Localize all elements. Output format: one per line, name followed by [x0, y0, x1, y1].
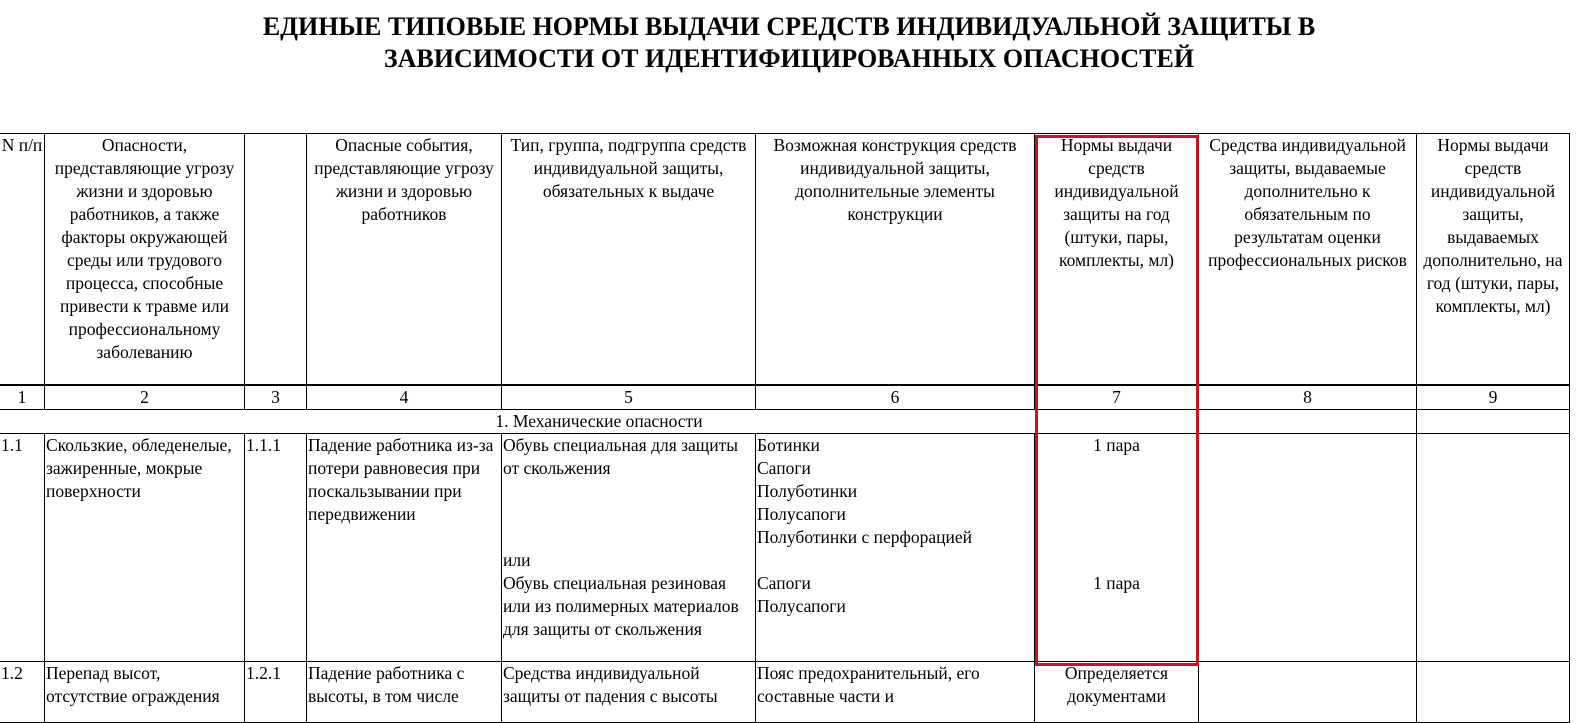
table-row: [0, 434, 1570, 662]
column-number: 7: [1035, 385, 1199, 410]
ppe-type-cell: Средства индивидуальной защиты от падения с высоты: [502, 662, 756, 723]
column-number: 2: [45, 385, 245, 410]
additional-norm-cell: [1417, 434, 1570, 662]
norm-value-a: 1 пара: [1093, 435, 1140, 455]
spacer: [757, 549, 1033, 572]
title-line-1: ЕДИНЫЕ ТИПОВЫЕ НОРМЫ ВЫДАЧИ СРЕДСТВ ИНДИВИДУАЛЬНОЙ ЗАЩИТЫ В: [262, 12, 1316, 41]
header-cell-norms: Нормы выдачи средств индивидуальной защиты на год (штуки, пары, комплекты, мл): [1035, 134, 1199, 386]
hazard-cell: Перепад высот, отсутствие ограждения: [45, 662, 245, 723]
table-header-row: [0, 134, 1570, 386]
column-number: 1: [0, 385, 45, 410]
header-cell-events: Опасные события, представляющие угрозу жизни и здоровью работников: [307, 134, 502, 386]
spacer: [1036, 480, 1197, 503]
section-title: 1. Механические опасности: [0, 410, 1199, 434]
norm-cell: Определяется документами: [1035, 662, 1199, 723]
spacer: [503, 480, 754, 503]
column-number: 3: [245, 385, 307, 410]
spacer: [503, 503, 754, 526]
event-cell: Падение работника с высоты, в том числе: [307, 662, 502, 723]
design-item: Сапоги: [757, 573, 811, 593]
design-item: Полуботинки: [757, 481, 858, 501]
column-number: 9: [1417, 385, 1570, 410]
section-empty-cell: [1199, 410, 1417, 434]
sub-number: 1.2.1: [245, 662, 307, 723]
header-cell-hazards: Опасности, представляющие угрозу жизни и здоровью работников, а также факторы окружающей среды или трудового процесса, способные привести к травме или профессиональному заболеванию: [45, 134, 245, 386]
section-empty-cell: [1417, 410, 1570, 434]
spacer: [1036, 549, 1197, 572]
document-title: [0, 11, 1578, 75]
design-item: Полусапоги: [757, 596, 846, 616]
spacer: [1036, 457, 1197, 480]
ppe-type-a: Обувь специальная для защиты от скольжения: [503, 435, 739, 478]
additional-norm-cell: [1417, 662, 1570, 723]
additional-ppe-cell: [1199, 662, 1417, 723]
row-number: 1.2: [0, 662, 45, 723]
ppe-design-cell: Пояс предохранительный, его составные части и: [756, 662, 1035, 723]
sub-number: 1.1.1: [245, 434, 307, 662]
ppe-type-cell: [502, 434, 756, 662]
row-number: 1.1: [0, 434, 45, 662]
spacer: [1036, 503, 1197, 526]
event-cell: Падение работника из-за потери равновесия при поскальзывании при передвижении: [307, 434, 502, 662]
norm-value-b: 1 пара: [1093, 573, 1140, 593]
column-number: 4: [307, 385, 502, 410]
additional-ppe-cell: [1199, 434, 1417, 662]
section-row: [0, 410, 1570, 434]
norms-table: [0, 133, 1570, 723]
header-cell-ppe-type: Тип, группа, подгруппа средств индивидуальной защиты, обязательных к выдаче: [502, 134, 756, 386]
design-item: Ботинки: [757, 435, 820, 455]
design-item: Полусапоги: [757, 504, 846, 524]
spacer: [1036, 526, 1197, 549]
norm-cell: [1035, 434, 1199, 662]
ppe-design-cell: [756, 434, 1035, 662]
hazard-cell: Скользкие, обледенелые, зажиренные, мокрые поверхности: [45, 434, 245, 662]
title-line-2: ЗАВИСИМОСТИ ОТ ИДЕНТИФИЦИРОВАННЫХ ОПАСНОСТЕЙ: [383, 44, 1195, 73]
ppe-type-or: или: [503, 550, 531, 570]
table-row: [0, 662, 1570, 723]
column-number: 5: [502, 385, 756, 410]
design-item: Сапоги: [757, 458, 811, 478]
ppe-type-b: Обувь специальная резиновая или из полимерных материалов для защиты от скольжения: [503, 573, 739, 639]
header-cell-additional-norms: Нормы выдачи средств индивидуальной защиты, выдаваемых дополнительно, на год (штуки, пары, комплекты, мл): [1417, 134, 1570, 386]
column-number-row: [0, 385, 1570, 410]
design-item: Полуботинки с перфорацией: [757, 527, 972, 547]
column-number: 8: [1199, 385, 1417, 410]
header-cell-additional-ppe: Средства индивидуальной защиты, выдаваемые дополнительно к обязательным по результатам оценки профессиональных рисков: [1199, 134, 1417, 386]
header-cell-num: N п/п: [0, 134, 45, 386]
header-cell-empty: [245, 134, 307, 386]
column-number: 6: [756, 385, 1035, 410]
spacer: [503, 526, 754, 549]
header-cell-ppe-design: Возможная конструкция средств индивидуальной защиты, дополнительные элементы конструкции: [756, 134, 1035, 386]
